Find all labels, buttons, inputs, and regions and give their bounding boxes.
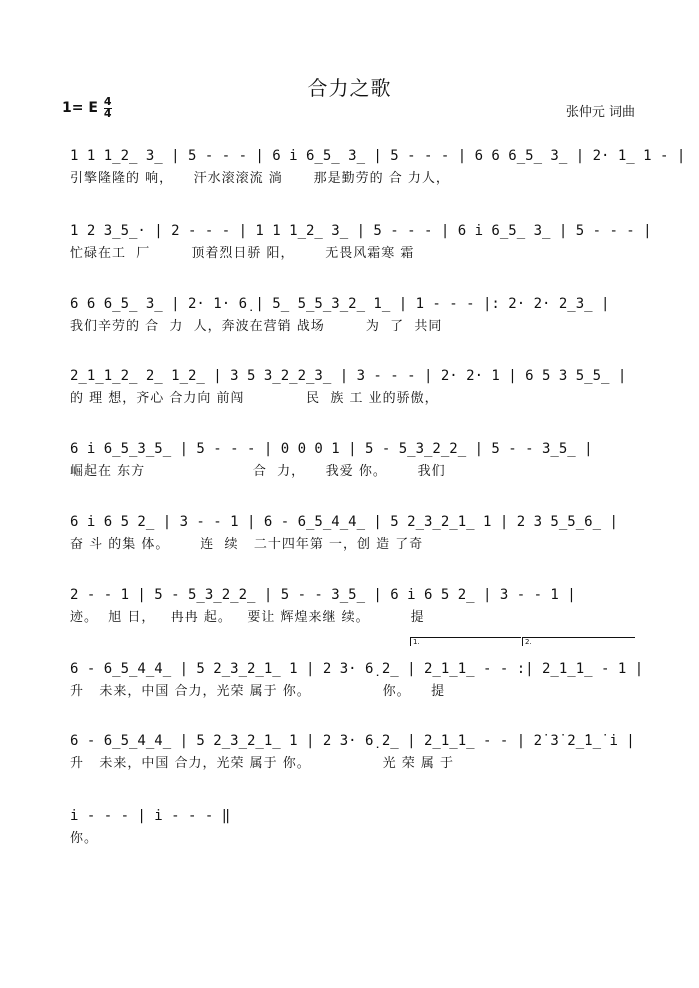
time-signature bbox=[104, 97, 112, 119]
lyrics-line: 崛起在 东方 合 力， 我爱 你。 我们 bbox=[70, 464, 446, 479]
notation-line: 6 - 6̲5̲4̲4̲ | 5 2̲3̲2̲1̲ 1 | 2 3· 6̣ 2̲ | 2̲1̲1̲ - - | 2̇ 3̇ 2̲̇1̲̇ i̇ | bbox=[70, 733, 635, 749]
notation-line: 2̲1̲1̲2̲ 2̲ 1̲2̲ | 3 5 3̲2̲2̲3̲ | 3 - - - | 2· 2· 1 | 6 5 3 5̲5̲ | bbox=[70, 368, 627, 384]
notation-line: 1 1 1̲2̲ 3̲ | 5 - - - | 6 i̇ 6̲5̲ 3̲ | 5 - - - | 6 6 6̲5̲ 3̲ | 2· 1̲ 1 - | bbox=[70, 148, 686, 164]
key-signature bbox=[62, 97, 112, 119]
notation-line: 2 - - 1 | 5 - 5̲3̲2̲2̲ | 5 - - 3̲5̲ | 6 i̇ 6 5 2̲ | 3 - - 1 | bbox=[70, 587, 576, 603]
score-system bbox=[70, 438, 640, 488]
lyrics-line: 奋 斗 的集 体。 连 续 二十四年第 一，创 造 了奇 bbox=[70, 537, 424, 552]
score-system bbox=[70, 145, 686, 195]
score-system bbox=[70, 805, 640, 855]
notation-line: 6 i̇ 6̲5̲3̲5̲ | 5 - - - | 0 0 0 1 | 5 - 5̲3̲2̲2̲ | 5 - - 3̲5̲ | bbox=[70, 441, 593, 457]
notation-line: 6 - 6̲5̲4̲4̲ | 5 2̲3̲2̲1̲ 1 | 2 3· 6̣ 2̲ | 2̲1̲1̲ - - :| 2̲1̲1̲ - 1 | bbox=[70, 661, 644, 677]
score-system bbox=[70, 511, 640, 561]
notation-line: i̇ - - - | i̇ - - - ‖ bbox=[70, 808, 231, 824]
notation-line: 6 6 6̲5̲ 3̲ | 2· 1· 6̣ | 5̲ 5̲5̲3̲2̲ 1̲ | 1 - - - |: 2· 2· 2̲3̲ | bbox=[70, 296, 610, 312]
score-system bbox=[70, 365, 640, 415]
lyrics-line: 引擎隆隆的 响， 汗水滚滚流 淌 那是勤劳的 合 力人， bbox=[70, 171, 450, 186]
meter-top: 4 bbox=[103, 95, 112, 108]
lyrics-line: 的 理 想，齐心 合力向 前闯 民 族 工 业的骄傲， bbox=[70, 391, 439, 406]
lyrics-line: 你。 bbox=[70, 831, 99, 846]
score-system bbox=[70, 220, 652, 270]
score-system bbox=[70, 584, 640, 634]
key-label: 1= E bbox=[62, 100, 98, 116]
credit: 张仲元 词曲 bbox=[565, 105, 635, 120]
lyrics-line: 升 未来，中国 合力，光荣 属于 你。 你。 提 bbox=[70, 684, 446, 699]
meter-bottom: 4 bbox=[103, 107, 112, 120]
score-system bbox=[70, 658, 644, 708]
lyrics-line: 忙碌在工 厂 顶着烈日骄 阳， 无畏风霜寒 霜 bbox=[70, 246, 415, 261]
score-system bbox=[70, 730, 640, 780]
score-system bbox=[70, 293, 640, 343]
lyrics-line: 迹。 旭 日， 冉冉 起。 要让 辉煌来继 续。 提 bbox=[70, 610, 425, 625]
lyrics-line: 我们辛劳的 合 力 人，奔波在营销 战场 为 了 共同 bbox=[70, 319, 443, 334]
notation-line: 6 i̇ 6 5 2̲ | 3 - - 1 | 6 - 6̲5̲4̲4̲ | 5 2̲3̲2̲1̲ 1 | 2 3 5̲5̲6̲ | bbox=[70, 514, 618, 530]
song-title: 合力之歌 bbox=[307, 76, 392, 100]
lyrics-line: 升 未来，中国 合力，光荣 属于 你。 光 荣 属 于 bbox=[70, 756, 455, 771]
volta-first-ending: 1. bbox=[410, 637, 521, 646]
notation-line: 1 2 3̲5̲· | 2 - - - | 1 1 1̲2̲ 3̲ | 5 - - - | 6 i̇ 6̲5̲ 3̲ | 5 - - - | bbox=[70, 223, 652, 239]
volta-second-ending: 2. bbox=[522, 637, 635, 646]
